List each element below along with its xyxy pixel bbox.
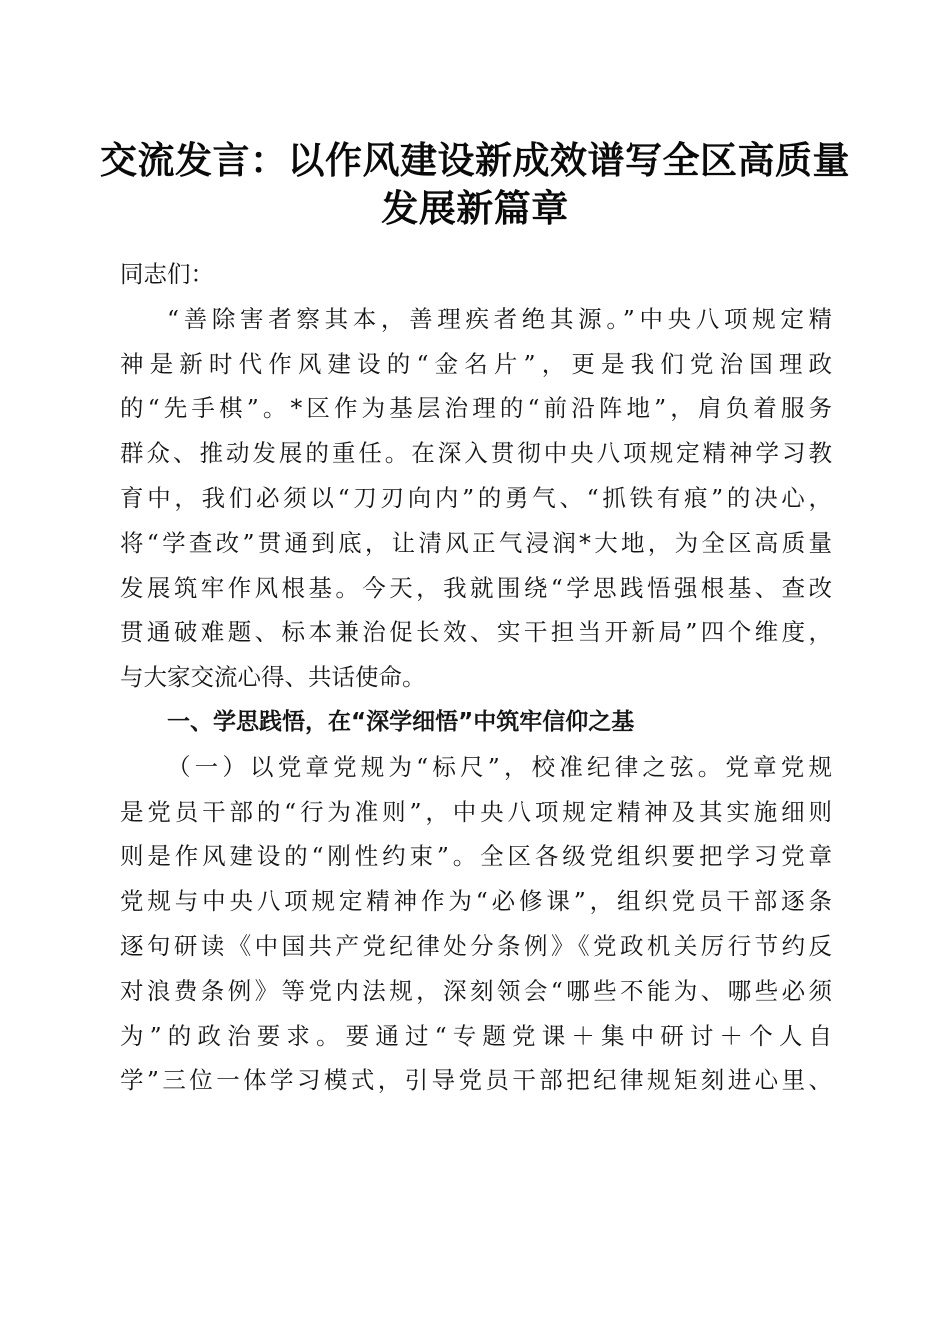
intro-line: 将“学查改”贯通到底，让清风正气浸润*大地，为全区高质量 bbox=[120, 528, 832, 557]
intro-line: “善除害者察其本，善理疾者绝其源。”中央八项规定精 bbox=[167, 304, 832, 333]
section-line: 逐句研读《中国共产党纪律处分条例》《党政机关厉行节约反 bbox=[120, 931, 832, 960]
section-line: 对浪费条例》等党内法规，深刻领会“哪些不能为、哪些必须 bbox=[120, 976, 832, 1005]
document-body bbox=[120, 252, 832, 1103]
salutation: 同志们： bbox=[120, 260, 214, 288]
section-line: （一）以党章党规为“标尺”，校准纪律之弦。党章党规 bbox=[167, 752, 832, 781]
intro-line: 神是新时代作风建设的“金名片”，更是我们党治国理政 bbox=[120, 349, 832, 378]
section-line: 学”三位一体学习模式，引导党员干部把纪律规矩刻进心里、 bbox=[120, 1066, 832, 1095]
intro-line: 的“先手棋”。*区作为基层治理的“前沿阵地”，肩负着服务 bbox=[120, 394, 832, 423]
intro-line: 与大家交流心得、共话使命。 bbox=[120, 663, 426, 692]
intro-line: 贯通破难题、标本兼治促长效、实干担当开新局”四个维度， bbox=[120, 618, 832, 647]
intro-line: 发展筑牢作风根基。今天，我就围绕“学思践悟强根基、查改 bbox=[120, 573, 832, 602]
title-line-2: 发展新篇章 bbox=[381, 186, 569, 230]
intro-line: 育中，我们必须以“刀刃向内”的勇气、“抓铁有痕”的决心， bbox=[120, 483, 832, 512]
section-line: 党规与中央八项规定精神作为“必修课”，组织党员干部逐条 bbox=[120, 887, 832, 916]
intro-line: 群众、推动发展的重任。在深入贯彻中央八项规定精神学习教 bbox=[120, 439, 832, 468]
document-title bbox=[100, 136, 850, 232]
section-heading: 一、学思践悟，在“深学细悟”中筑牢信仰之基 bbox=[167, 708, 635, 735]
section-line: 是党员干部的“行为准则”，中央八项规定精神及其实施细则 bbox=[120, 797, 832, 826]
section-line: 为”的政治要求。要通过“专题党课＋集中研讨＋个人自 bbox=[120, 1021, 832, 1050]
title-line-1: 交流发言：以作风建设新成效谱写全区高质量 bbox=[100, 138, 850, 182]
section-line: 则是作风建设的“刚性约束”。全区各级党组织要把学习党章 bbox=[120, 842, 832, 871]
